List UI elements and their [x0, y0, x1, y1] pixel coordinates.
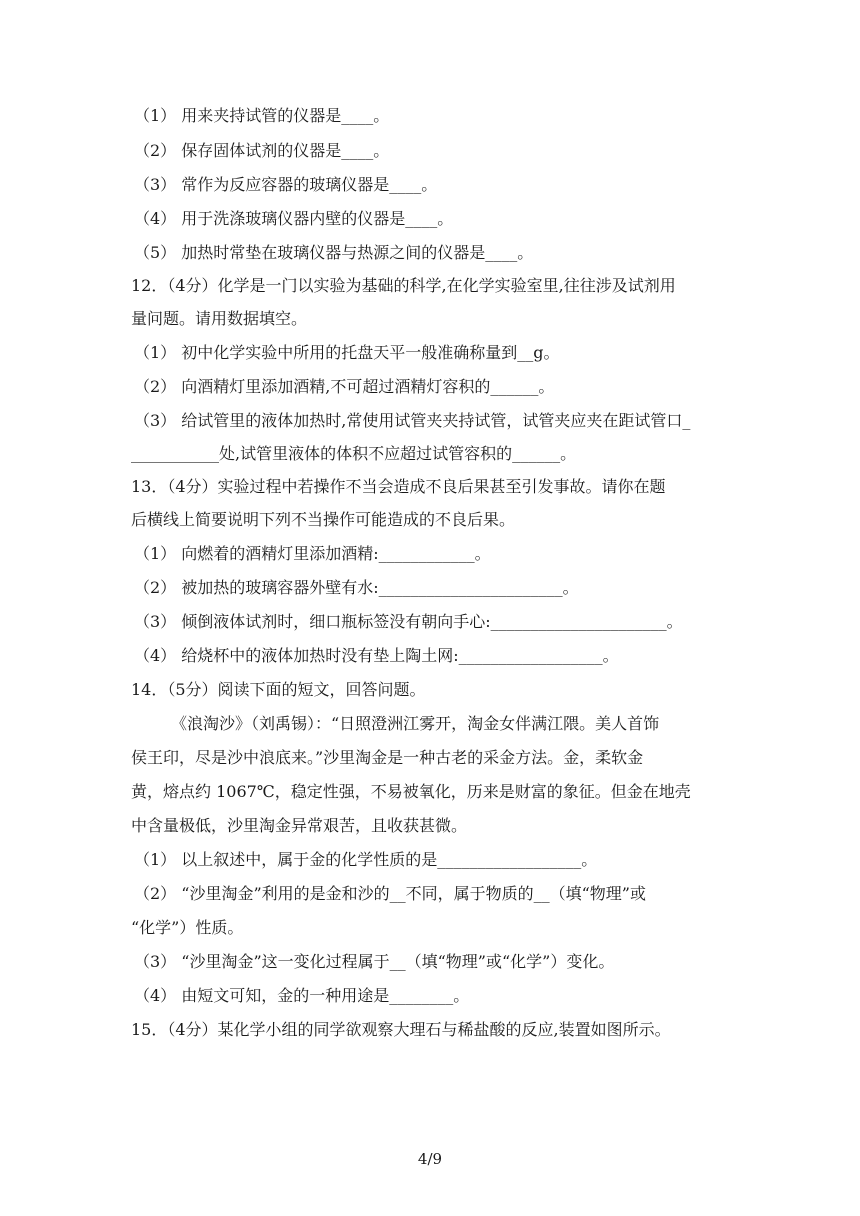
- q14-passage-line-4: 中含量极低，沙里淘金异常艰苦，且收获甚微。: [131, 816, 468, 835]
- q11-item-3: （3） 常作为反应容器的玻璃仪器是____。: [134, 175, 438, 194]
- q12-item-1: （1） 初中化学实验中所用的托盘天平一般准确称量到__g。: [134, 343, 560, 362]
- q14-item-4: （4） 由短文可知，金的一种用途是________。: [134, 986, 470, 1005]
- q11-item-5: （5） 加热时常垫在玻璃仪器与热源之间的仪器是____。: [134, 243, 534, 262]
- q11-item-1: （1） 用来夹持试管的仪器是____。: [134, 106, 390, 125]
- page-number: 4/9: [417, 1150, 443, 1168]
- q13-item-1: （1） 向燃着的酒精灯里添加酒精:____________。: [134, 544, 491, 563]
- q14-stem: 14．（5分）阅读下面的短文，回答问题。: [131, 680, 426, 699]
- q12-item-3-cont: ___________处,试管里液体的体积不应超过试管容积的______。: [131, 444, 577, 463]
- q13-item-2: （2） 被加热的玻璃容器外壁有水:_______________________。: [134, 578, 579, 597]
- q13-item-4: （4） 给烧杯中的液体加热时没有垫上陶土网:__________________。: [134, 646, 619, 665]
- q14-passage-line-2: 侯王印，尽是沙中浪底来。”沙里淘金是一种古老的采金方法。金，柔软金: [131, 748, 644, 767]
- q14-passage-line-3: 黄，熔点约 1067℃，稳定性强，不易被氧化，历来是财富的象征。但金在地壳: [131, 782, 691, 801]
- q11-item-2: （2） 保存固体试剂的仪器是____。: [134, 141, 390, 160]
- q13-item-3: （3） 倾倒液体试剂时，细口瓶标签没有朝向手心:______________________。: [134, 612, 683, 631]
- q12-stem-cont: 量问题。请用数据填空。: [131, 309, 308, 328]
- q14-item-3: （3） “沙里淘金”这一变化过程属于__（填“物理”或“化学”）变化。: [134, 952, 615, 971]
- q11-item-4: （4） 用于洗涤玻璃仪器内壁的仪器是____。: [134, 209, 454, 228]
- q12-item-2: （2） 向酒精灯里添加酒精,不可超过酒精灯容积的______。: [134, 377, 555, 396]
- q14-item-1: （1） 以上叙述中，属于金的化学性质的是__________________。: [134, 850, 598, 869]
- q12-stem: 12．（4分）化学是一门以实验为基础的科学,在化学实验室里,往往涉及试剂用: [131, 276, 676, 295]
- q14-passage-line-1: 《浪淘沙》（刘禹锡）：“日照澄洲江雾开，淘金女伴满江隈。美人首饰: [171, 714, 660, 733]
- q14-item-2: （2） “沙里淘金”利用的是金和沙的__不同，属于物质的__（填“物理”或: [134, 884, 646, 903]
- q13-stem: 13．（4分）实验过程中若操作不当会造成不良后果甚至引发事故。请你在题: [131, 477, 666, 496]
- q15-stem: 15．（4分）某化学小组的同学欲观察大理石与稀盐酸的反应,装置如图所示。: [131, 1020, 671, 1039]
- q12-item-3: （3） 给试管里的液体加热时,常使用试管夹夹持试管，试管夹应夹在距试管口_: [134, 411, 691, 430]
- q13-stem-cont: 后横线上简要说明下列不当操作可能造成的不良后果。: [131, 510, 516, 529]
- q14-item-2-cont: “化学”）性质。: [131, 918, 244, 937]
